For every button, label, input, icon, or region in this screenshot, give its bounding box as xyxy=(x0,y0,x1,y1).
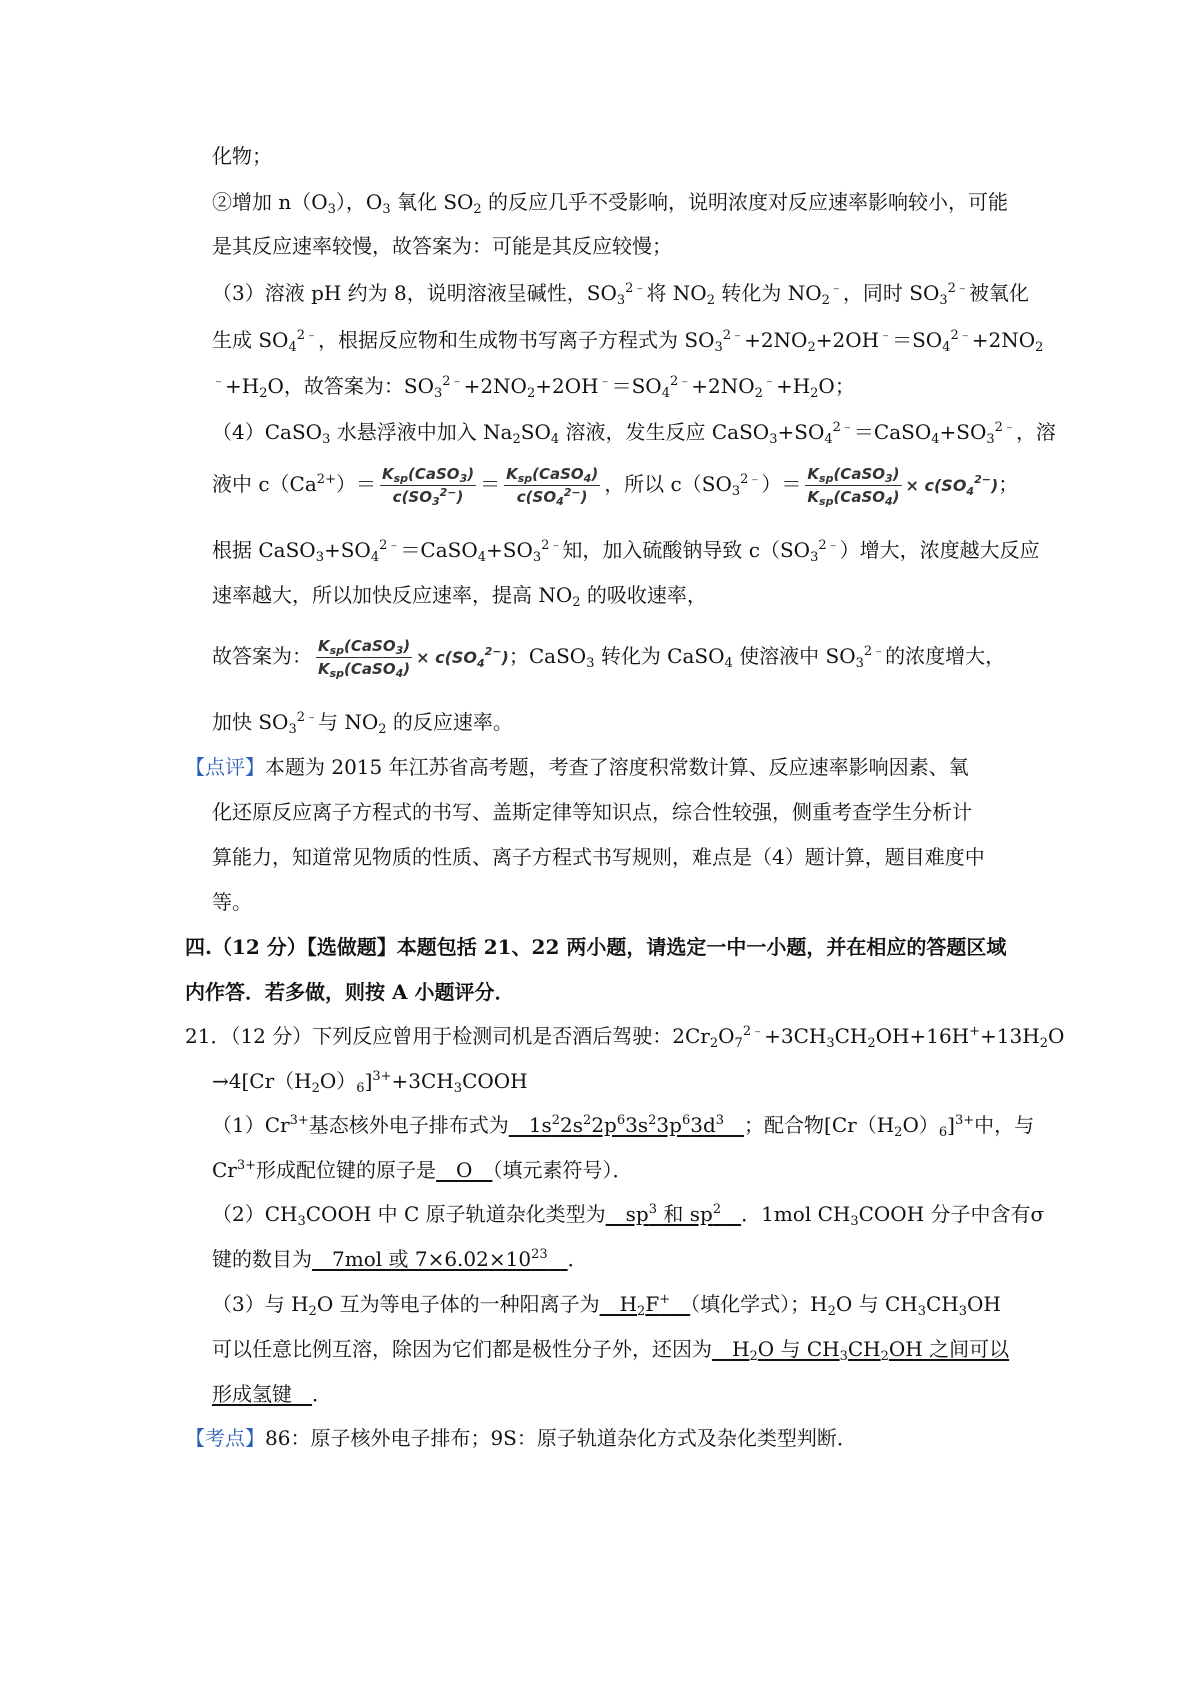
keypoint-tag: 【考点】 xyxy=(185,1426,265,1450)
answer-blank: $H_2O$ 与 $CH_3CH_2OH$ 之间可以 xyxy=(712,1337,1010,1364)
text-line: 等。 xyxy=(212,890,252,914)
text-line: 根据 $CaSO_3+SO_4^{2﹣}=CaSO_4+SO_3^{2﹣}$知，加入硫酸钠导致 $c(SO_3^{2﹣})$增大，浓度越大反应 xyxy=(212,538,1040,565)
text-line: 形成氢键 ． xyxy=(212,1382,332,1406)
fraction: $\frac{K_{sp}(CaSO_3)}{K_{sp}(CaSO_4)}$ xyxy=(318,637,411,680)
text-line: 是其反应速率较慢，故答案为：可能是其反应较慢； xyxy=(212,234,672,258)
section-heading: 四.（12 分）【选做题】本题包括 21、22 两小题，请选定一中一小题，并在相应的答题区域 xyxy=(185,935,1007,959)
section-heading: 内作答．若多做，则按 A 小题评分． xyxy=(185,980,515,1004)
question-stem: 21．（12 分）下列反应曾用于检测司机是否酒后驾驶：$2Cr_2O_7^{2﹣}+3CH_3CH_2OH+16H^++13H_2O$ xyxy=(185,1024,1065,1051)
text-line: 化物； xyxy=(212,144,272,168)
text-line: 可以任意比例互溶，除因为它们都是极性分子外，还因为 $H_2O$ 与 $CH_3CH_2OH$ 之间可以 xyxy=(212,1337,1010,1364)
text-line: $^﹣+H_2O$，故答案为：$SO_3^{2﹣}+2NO_2+2OH^﹣=SO_4^{2﹣}+2NO_2^﹣+H_2O$； xyxy=(212,374,855,401)
text-line: $\to 4[Cr(H_2O)_6]^{3+}+3CH_3COOH$ xyxy=(212,1069,528,1096)
text-line: 液中 $c(Ca^{2+})=$ $\frac{K_{sp}(CaSO_3)}{c(SO_3^{2-})}$ ＝ $\frac{K_{sp}(CaSO_4)}{c(SO_4^{2-})}$ ，所以 $c(SO_3^{2﹣})=$ $\frac{K_{sp}(CaSO_3)}{K_{sp}(CaSO_4)}$ × $c(SO_4^{2-})$； xyxy=(212,465,1019,508)
answer-blank: 7mol 或 $7\times 6.02\times 10^{23}$ xyxy=(312,1247,548,1271)
fraction: $\frac{K_{sp}(CaSO_3)}{K_{sp}(CaSO_4)}$ xyxy=(807,465,900,508)
text-line: ②增加 $n(O_3)$，$O_3$ 氧化 $SO_2$ 的反应几乎不受影响，说明浓度对反应速率影响较小，可能 xyxy=(212,190,1009,217)
comment-tag: 【点评】 xyxy=(185,755,265,779)
text-line: 速率越大，所以加快反应速率，提高 $NO_2$ 的吸收速率， xyxy=(212,583,707,610)
text-line: 生成 $SO_4^{2﹣}$，根据反应物和生成物书写离子方程式为 $SO_3^{2﹣}+2NO_2+2OH^﹣=SO_4^{2﹣}+2NO_2$ xyxy=(212,328,1044,355)
answer-blank: $sp^3$ 和 $sp^2$ xyxy=(605,1202,722,1226)
answer-blank: O xyxy=(436,1158,493,1182)
text-line: 算能力，知道常见物质的性质、离子方程式书写规则，难点是（4）题计算，题目难度中 xyxy=(212,845,985,869)
text-line: （3）溶液 pH 约为 8，说明溶液呈碱性，$SO_3^{2﹣}$将 $NO_2$ 转化为 $NO_2^﹣$，同时 $SO_3^{2﹣}$被氧化 xyxy=(212,281,1029,308)
fraction: $\frac{K_{sp}(CaSO_4)}{c(SO_4^{2-})}$ xyxy=(506,465,599,508)
text-line: $(2)CH_3COOH$ 中 C 原子轨道杂化类型为 $sp^3$ 和 $sp^2$ ．1mol $CH_3COOH$ 分子中含有σ xyxy=(212,1202,1045,1229)
text-line: （4）CaSO$_3$ 水悬浮液中加入 $Na_2SO_4$ 溶液，发生反应 $CaSO_3+SO_4^{2﹣}=CaSO_4+SO_3^{2﹣}$，溶 xyxy=(212,420,1056,447)
text-line: $Cr^{3+}$形成配位键的原子是 O （填元素符号）． xyxy=(212,1158,633,1182)
text-line: 加快 $SO_3^{2﹣}$与 $NO_2$ 的反应速率。 xyxy=(212,710,513,737)
answer-blank: $1s^22s^22p^63s^23p^63d^3$ xyxy=(508,1113,725,1137)
answer-blank: $H_2F^+$ xyxy=(599,1292,671,1319)
text-line: $(1)Cr^{3+}$基态核外电子排布式为 $1s^22s^22p^63s^23p^63d^3$ ；配合物$[Cr(H_2O)_6]^{3+}$中，与 xyxy=(212,1113,1035,1140)
comment-paragraph: 【点评】本题为 2015 年江苏省高考题，考查了溶度积常数计算、反应速率影响因素、氧 xyxy=(185,755,969,779)
text-line: 键的数目为 7mol 或 $7\times 6.02\times 10^{23}$ ． xyxy=(212,1247,588,1271)
text-line: （3）与 $H_2O$ 互为等电子体的一种阳离子为 $H_2F^+$ （填化学式）；$H_2O$ 与 $CH_3CH_3OH$ xyxy=(212,1292,1001,1319)
fraction: $\frac{K_{sp}(CaSO_3)}{c(SO_3^{2-})}$ xyxy=(381,465,475,508)
keypoint-line: 【考点】86：原子核外电子排布；9S：原子轨道杂化方式及杂化类型判断． xyxy=(185,1426,857,1450)
text-line: 化还原反应离子方程式的书写、盖斯定律等知识点，综合性较强，侧重考查学生分析计 xyxy=(212,800,972,824)
answer-blank: 形成氢键 xyxy=(212,1382,312,1406)
text-line: 故答案为： $\frac{K_{sp}(CaSO_3)}{K_{sp}(CaSO_4)}$ × $c(SO_4^{2-})$；CaSO$_3$ 转化为 CaSO$_4$ 使溶液中 $SO_3^{2﹣}$的浓度增大， xyxy=(212,637,1006,680)
